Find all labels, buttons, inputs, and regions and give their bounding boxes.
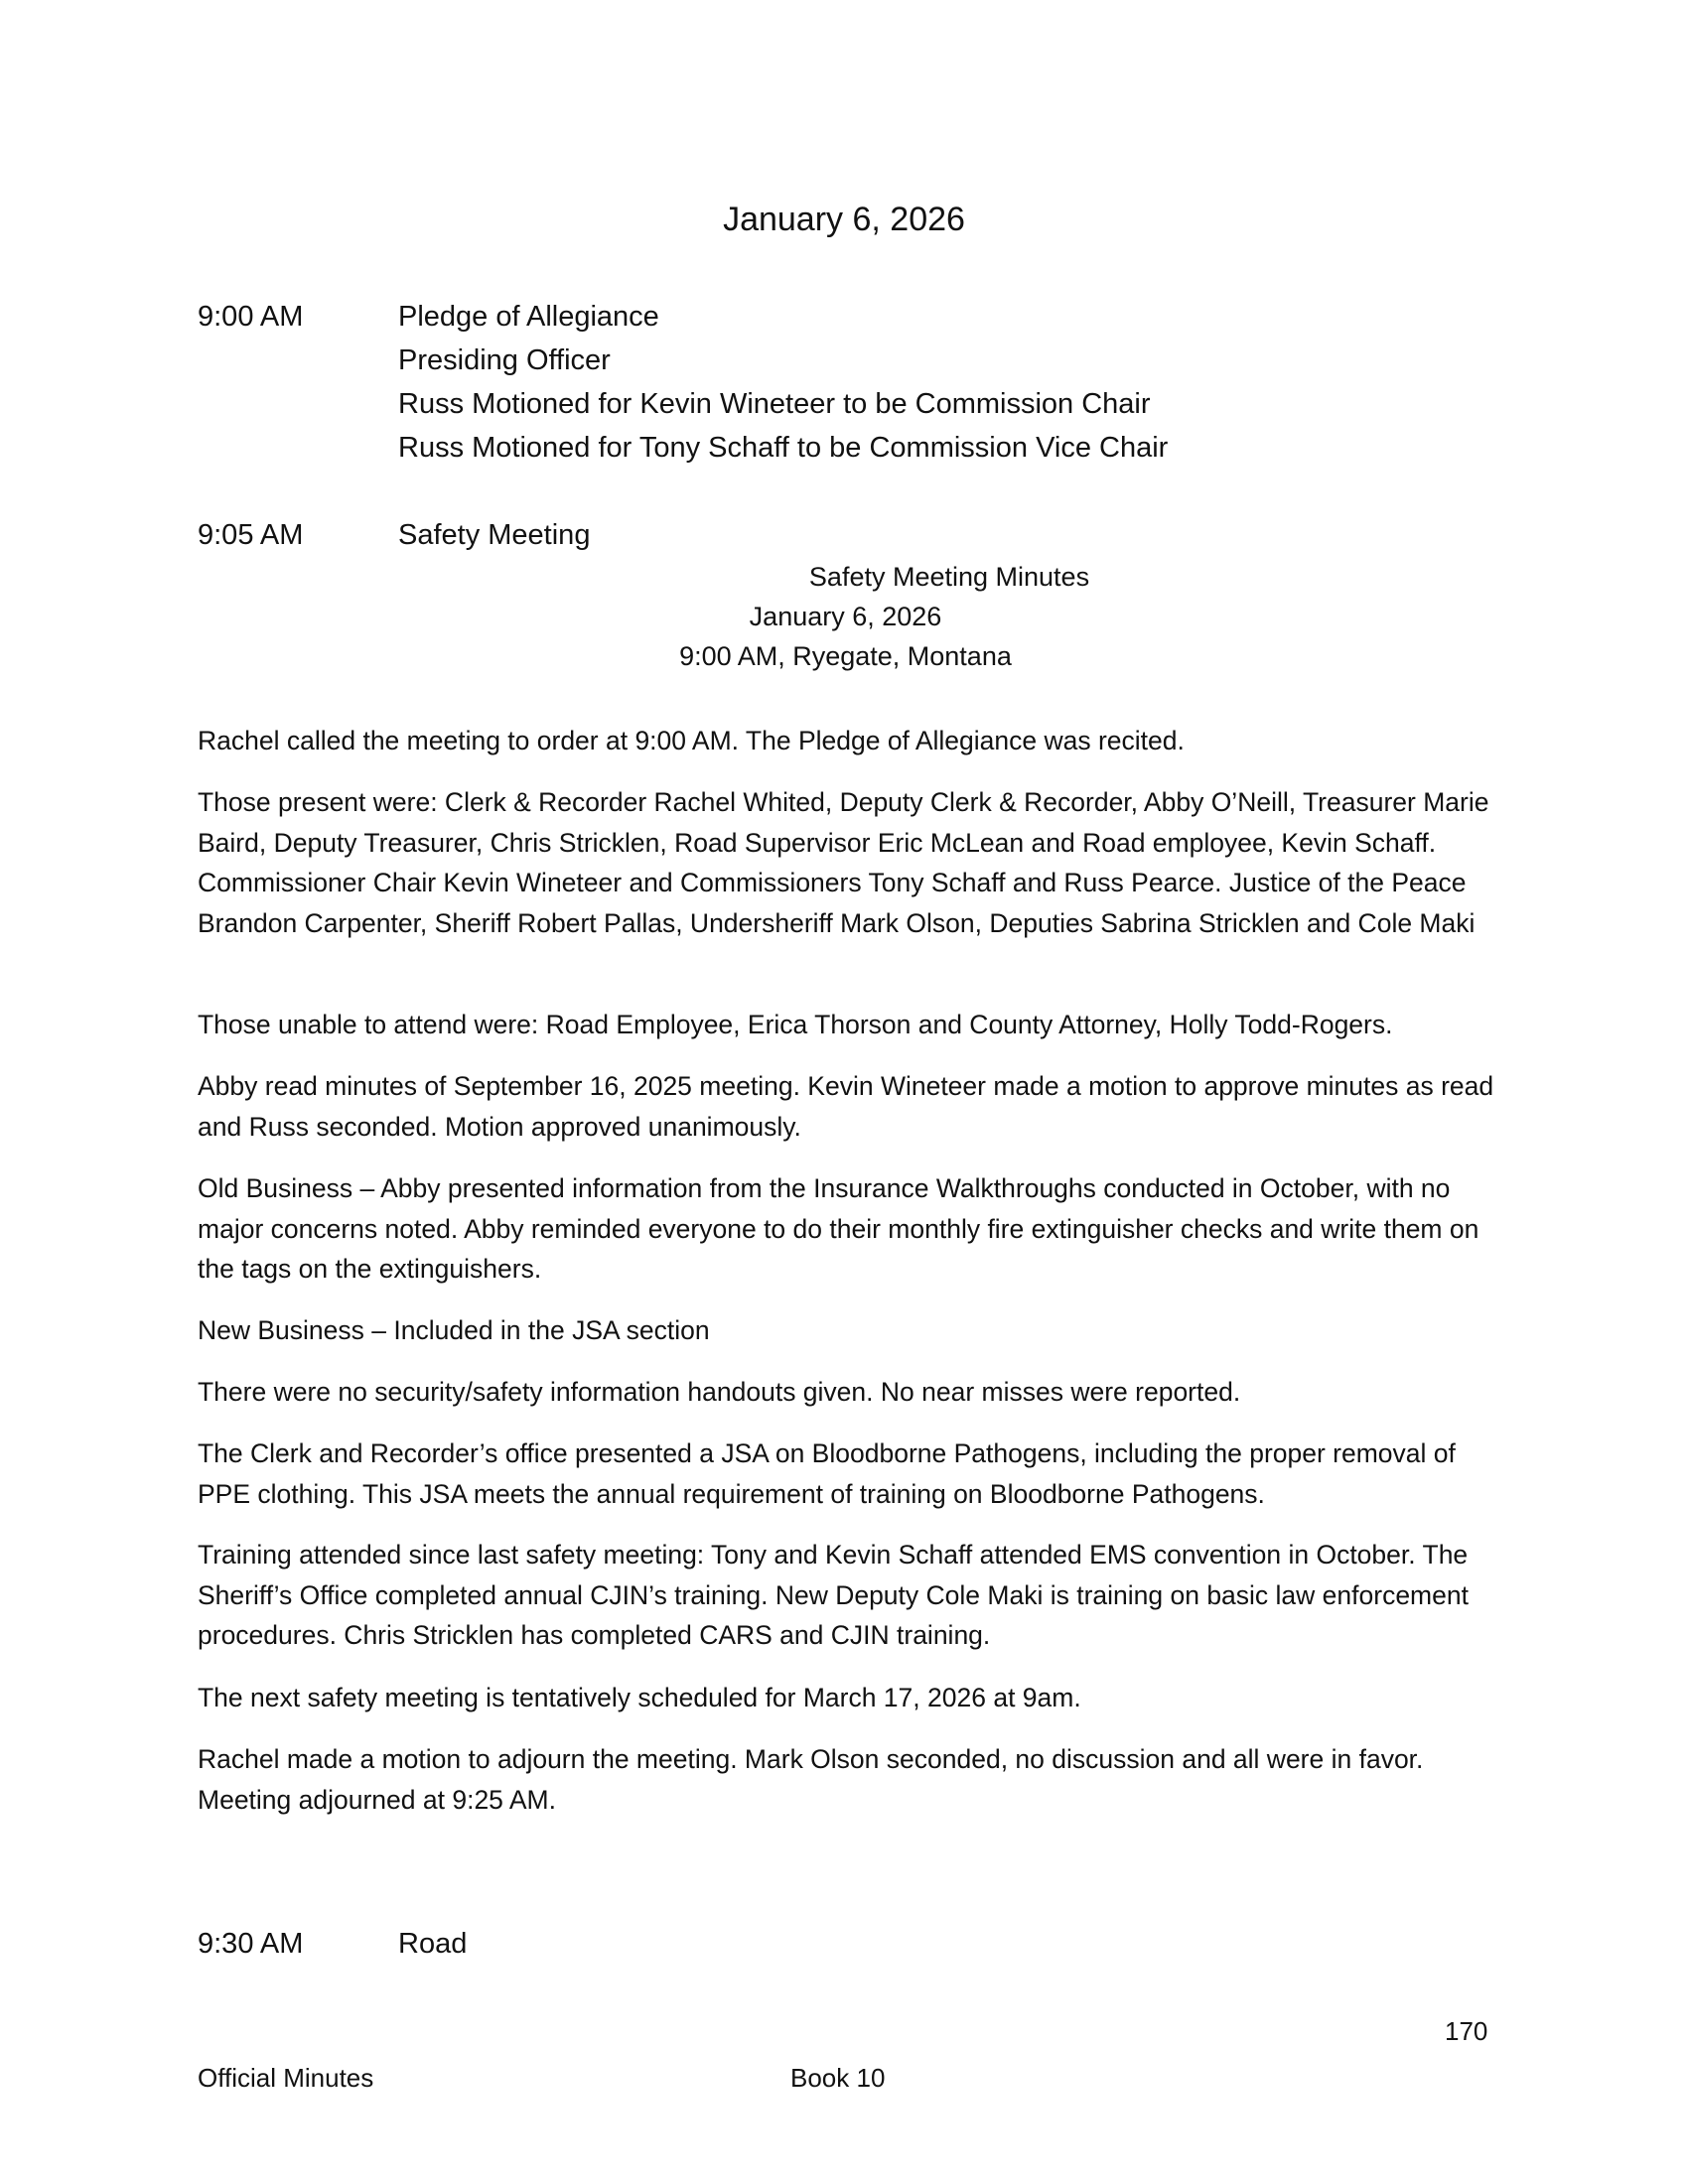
agenda-time: 9:30 AM [198,1928,304,1960]
page-number: 170 [1445,2016,1488,2046]
minutes-paragraph: Rachel made a motion to adjourn the meeting. Mark Olson seconded, no discussion and all were in favor. Meeting adjourned at 9:25 AM. [198,1744,1424,1815]
minutes-paragraph: New Business – Included in the JSA section [198,1315,710,1345]
safety-minutes-heading: Safety Meeting Minutes [808,562,1090,592]
page-title: January 6, 2026 [723,201,965,238]
footer-left: Official Minutes [198,2063,374,2093]
agenda-time: 9:05 AM [198,519,304,551]
minutes-paragraph: Abby read minutes of September 16, 2025 meeting. Kevin Wineteer made a motion to approve minutes as read and Russ seconded. Motion approved unanimously. [198,1071,1494,1142]
minutes-paragraph: The next safety meeting is tentatively scheduled for March 17, 2026 at 9am. [198,1683,1081,1712]
safety-minutes-location: 9:00 AM, Ryegate, Montana [679,641,1012,671]
agenda-item: Safety Meeting [398,519,591,551]
footer-center: Book 10 [790,2063,886,2093]
minutes-paragraph: Training attended since last safety meeting: Tony and Kevin Schaff attended EMS convention in October. The Sheriff’s Office completed annual CJIN’s training. New Deputy Cole Maki is training on basic law enforcement procedures. Chris Stricklen has completed CARS and CJIN training. [198,1540,1469,1650]
agenda-item: Pledge of Allegiance [398,301,659,333]
minutes-paragraph: Those present were: Clerk & Recorder Rachel Whited, Deputy Clerk & Recorder, Abby O’Neill, Treasurer Marie Baird, Deputy Treasurer, Chris Stricklen, Road Supervisor Eric McLean and Road employee, Kevin Schaff. Commissioner Chair Kevin Wineteer and Commissioners Tony Schaff and Russ Pearce. Justice of the Peace Brandon Carpenter, Sheriff Robert Pallas, Undersheriff Mark Olson, Deputies Sabrina Stricklen and Cole Maki [198,787,1489,938]
agenda-time: 9:00 AM [198,301,304,333]
safety-minutes-date: January 6, 2026 [749,602,942,631]
agenda-item: Road [398,1928,468,1960]
minutes-paragraph: Those unable to attend were: Road Employee, Erica Thorson and County Attorney, Holly Todd-Rogers. [198,1010,1393,1039]
minutes-paragraph: Old Business – Abby presented information from the Insurance Walkthroughs conducted in October, with no major concerns noted. Abby reminded everyone to do their monthly fire extinguisher checks and write them on the tags on the extinguishers. [198,1173,1479,1284]
minutes-paragraph: Rachel called the meeting to order at 9:00 AM. The Pledge of Allegiance was recited. [198,726,1185,755]
agenda-item: Russ Motioned for Kevin Wineteer to be Commission Chair [398,388,1151,420]
agenda-item: Russ Motioned for Tony Schaff to be Commission Vice Chair [398,432,1169,464]
agenda-item: Presiding Officer [398,344,611,376]
minutes-paragraph: There were no security/safety information handouts given. No near misses were reported. [198,1377,1241,1407]
minutes-paragraph: The Clerk and Recorder’s office presented a JSA on Bloodborne Pathogens, including the proper removal of PPE clothing. This JSA meets the annual requirement of training on Bloodborne Pathogens. [198,1438,1456,1509]
